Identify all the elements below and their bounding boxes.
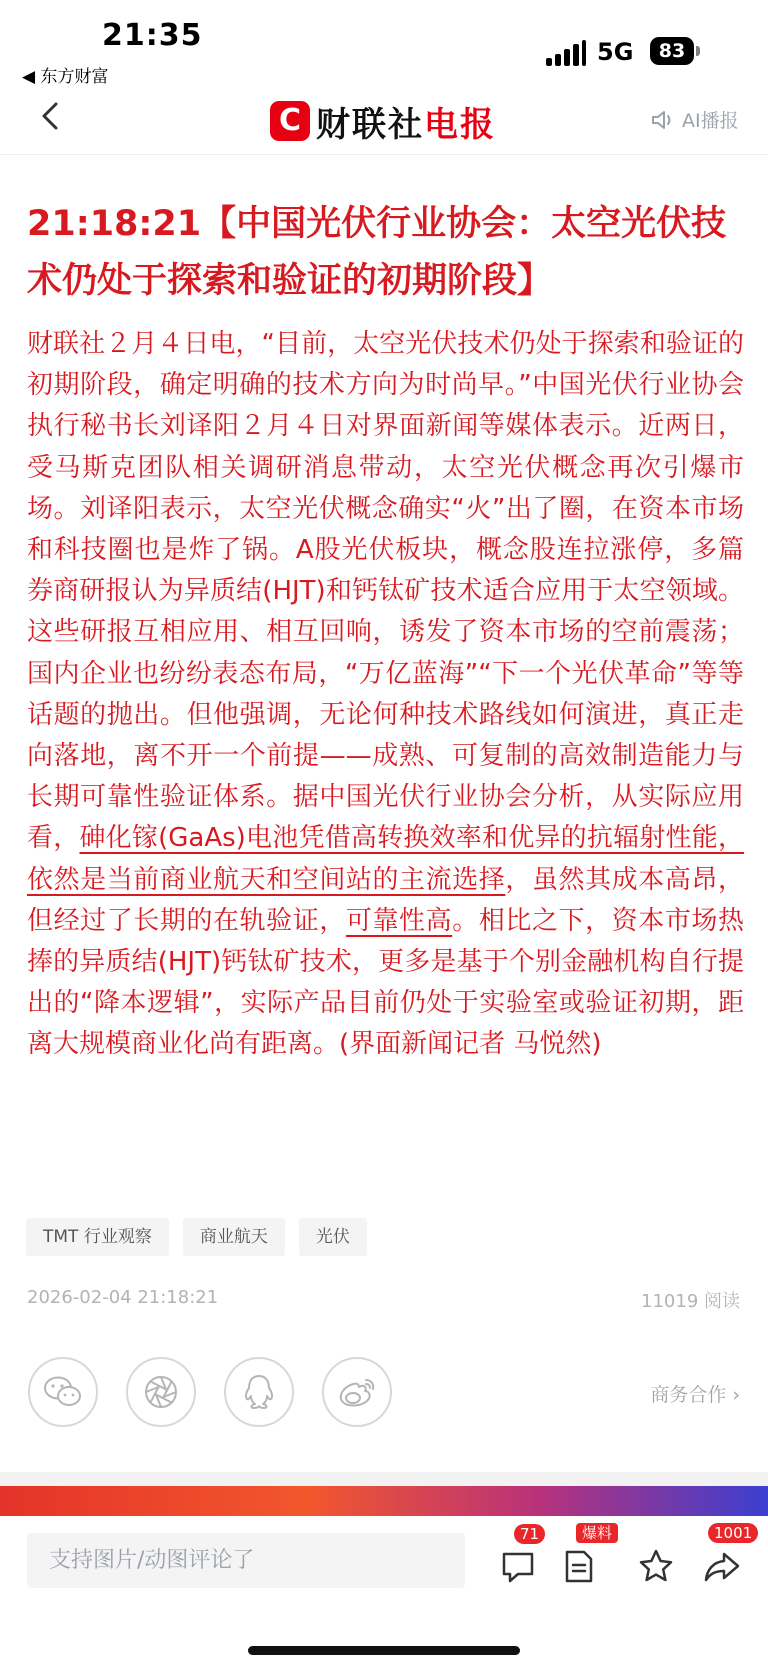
tag-item[interactable]: TMT 行业观察	[26, 1218, 169, 1256]
comment-input[interactable]: 支持图片/动图评论了	[27, 1533, 465, 1588]
chevron-left-icon	[36, 96, 66, 136]
comment-icon	[498, 1546, 538, 1586]
report-badge: 爆料	[576, 1523, 618, 1543]
back-button[interactable]	[36, 96, 66, 136]
share-moments-button[interactable]	[126, 1357, 196, 1427]
share-weibo-button[interactable]	[322, 1357, 392, 1427]
tag-item[interactable]: 光伏	[299, 1218, 367, 1256]
status-bar	[0, 0, 768, 88]
share-qq-button[interactable]	[224, 1357, 294, 1427]
ai-play-label: AI播报	[682, 110, 739, 132]
weibo-icon	[336, 1374, 378, 1410]
share-arrow-icon	[702, 1546, 742, 1586]
top-nav	[0, 88, 768, 155]
publish-datetime: 2026-02-04 21:18:21	[27, 1287, 219, 1308]
battery-icon: 83	[650, 37, 694, 65]
home-indicator[interactable]	[248, 1646, 520, 1655]
speaker-icon	[650, 108, 676, 132]
moments-icon	[141, 1372, 181, 1412]
network-label: 5G	[597, 38, 634, 66]
favorite-button[interactable]	[636, 1546, 676, 1586]
separator	[0, 1472, 768, 1486]
share-wechat-button[interactable]	[28, 1357, 98, 1427]
promo-gradient-bar	[0, 1486, 768, 1516]
logo-mark-icon: C	[270, 101, 310, 141]
report-button[interactable]	[558, 1546, 598, 1586]
body-text-part1: 财联社２月４日电，“目前，太空光伏技术仍处于探索和验证的初期阶段，确定明确的技术方向为时尚早。”中国光伏行业协会执行秘书长刘译阳２月４日对界面新闻等媒体表示。近两日，受马斯克团队相关调研消息带动，太空光伏概念再次引爆市场。刘译阳表示，太空光伏概念确实“火”出了圈，在资本市场和科技圈也是炸了锅。A股光伏板块，概念股连拉涨停，多篇券商研报认为异质结(HJT)和钙钛矿技术适合应用于太空领域。这些研报互相应用、相互回响，诱发了资本市场的空前震荡；国内企业也纷纷表态布局，“万亿蓝海”“下一个光伏革命”等等话题的抛出。但他强调，无论何种技术路线如何演进，真正走向落地，离不开一个前提——成熟、可复制的高效制造能力与长期可靠性验证体系。据中国光伏行业协会分析，从实际应用看，	[27, 329, 744, 854]
status-time: 21:35	[102, 18, 203, 53]
logo-text	[316, 97, 496, 146]
comment-button[interactable]	[498, 1546, 538, 1586]
comment-count-badge: 71	[514, 1524, 545, 1544]
body-text-part3: 。相比之下，资本市场热捧的异质结(HJT)钙钛矿技术，更多是基于个别金融机构自行提出的“降本逻辑”，实际产品目前仍处于实验室或验证初期，距离大规模商业化尚有距离。(界面新闻记者 马悦然)	[27, 905, 744, 1060]
share-count-badge: 1001	[708, 1523, 758, 1543]
brand-logo	[270, 96, 496, 146]
article-headline: 21:18:21【中国光伏行业协会：太空光伏技术仍处于探索和验证的初期阶段】	[27, 204, 727, 301]
back-to-app-link[interactable]: ◀ 东方财富	[22, 67, 109, 87]
body-text-part2: ，虽然其成本高昂，但经过了长期的在轨验证，	[27, 864, 744, 936]
logo-text-black: 财联社	[316, 104, 424, 145]
body-text-underlined-2: 可靠性高	[345, 905, 453, 936]
read-count: 11019 阅读	[641, 1291, 740, 1312]
star-icon	[636, 1546, 676, 1586]
tag-item[interactable]: 商业航天	[183, 1218, 285, 1256]
article-body	[27, 324, 744, 1066]
wechat-icon	[43, 1375, 83, 1409]
tag-list	[26, 1218, 367, 1256]
document-icon	[558, 1546, 598, 1586]
signal-icon	[546, 40, 586, 66]
business-cooperation-link[interactable]: 商务合作 ›	[650, 1384, 740, 1406]
body-text-underlined-1: 砷化镓(GaAs)电池凭借高转换效率和优异的抗辐射性能，依然是当前商业航天和空间站的主流选择	[27, 823, 744, 895]
share-button[interactable]	[702, 1546, 742, 1586]
logo-text-red: 电报	[424, 104, 496, 145]
ai-play-button[interactable]	[650, 106, 739, 133]
qq-icon	[242, 1373, 276, 1411]
bottom-action-bar	[0, 1516, 768, 1665]
